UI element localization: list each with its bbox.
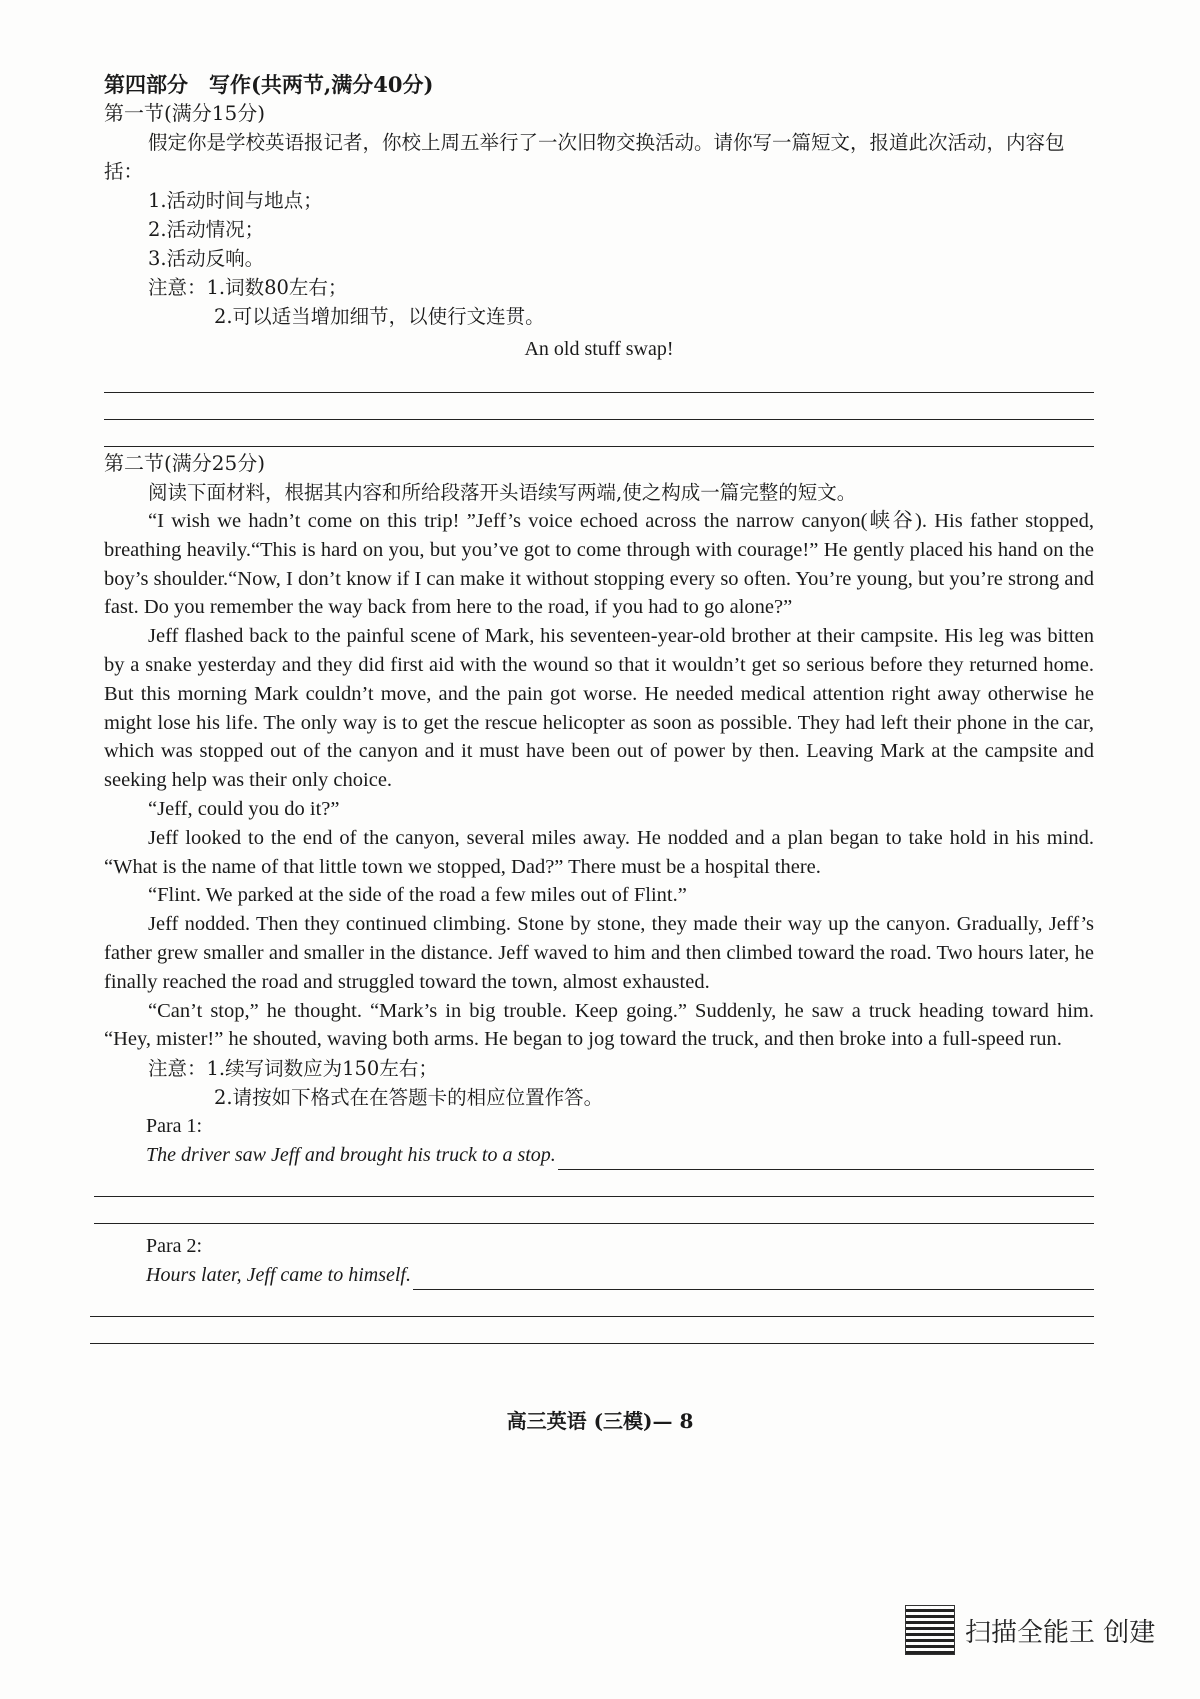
writing-line[interactable] bbox=[90, 1290, 1094, 1317]
para2-label: Para 2: bbox=[146, 1235, 203, 1258]
para1-label: Para 1: bbox=[146, 1115, 203, 1138]
reading-passage bbox=[104, 507, 1094, 1054]
section1-prompt: 假定你是学校英语报记者，你校上周五举行了一次旧物交换活动。请你写一篇短文，报道此次活动，内容包括： bbox=[104, 131, 1065, 183]
section2-prompt: 阅读下面材料，根据其内容和所给段落开头语续写两端,使之构成一篇完整的短文。 bbox=[148, 481, 857, 504]
writing-line[interactable] bbox=[104, 393, 1094, 420]
part-title: 第四部分 写作(共两节,满分40分) bbox=[104, 72, 434, 97]
passage-paragraph: Jeff flashed back to the painful scene of Mark, his seventeen-year-old brother at their campsite. His leg was bitten by a snake yesterday and they did first aid with the wound so that it wouldn’t get so serious before they returned home. But this morning Mark couldn’t move, and the pain got worse. He needed medical attention right away otherwise he might lose his life. The only way is to get the rescue helicopter as soon as possible. They had left their phone in the car, which was stopped out of the canyon and it must have been out of power by then. Leaving Mark at the campsite and seeking help was their only choice. bbox=[104, 625, 1094, 792]
writing-line[interactable] bbox=[558, 1147, 1094, 1170]
para1-start-line bbox=[104, 1141, 1094, 1170]
section1-note2: 2.可以适当增加细节，以使行文连贯。 bbox=[214, 305, 545, 328]
passage-paragraph: “Jeff, could you do it?” bbox=[148, 797, 340, 820]
requirement-item: 2.活动情况； bbox=[148, 218, 265, 241]
writing-line[interactable] bbox=[90, 1317, 1094, 1344]
requirement-item: 3.活动反响。 bbox=[148, 247, 265, 270]
writing-line[interactable] bbox=[104, 370, 1094, 393]
writing-line[interactable] bbox=[413, 1267, 1094, 1290]
section1-note1: 注意：1.词数80左右； bbox=[148, 276, 348, 299]
passage-paragraph: “I wish we hadn’t come on this trip! ”Jeff’s voice echoed across the narrow canyon(峡谷). His father stopped, breathing heavily.“This is hard on you, but you’ve got to come through with courage!” He gently placed his hand on the boy’s shoulder.“Now, I don’t know if I can make it without stopping every so often. You’re young, but you’re strong and fast. Do you remember the way back from here to the road, if you had to go alone?” bbox=[104, 510, 1094, 619]
qr-code-icon bbox=[905, 1605, 955, 1655]
essay-title: An old stuff swap! bbox=[524, 338, 674, 360]
watermark-text: 扫描全能王 创建 bbox=[965, 1617, 1156, 1648]
page-content bbox=[104, 70, 1094, 1344]
writing-line[interactable] bbox=[94, 1197, 1094, 1224]
passage-paragraph: Jeff nodded. Then they continued climbing. Stone by stone, they made their way up the canyon. Gradually, Jeff’s father grew smaller and smaller in the distance. Jeff waved to him and then climbed toward the road. Two hours later, he finally reached the road and struggled toward the town, almost exhausted. bbox=[104, 913, 1094, 993]
section2-note2: 2.请按如下格式在在答题卡的相应位置作答。 bbox=[214, 1086, 604, 1110]
section2-title: 第二节(满分25分) bbox=[104, 451, 266, 475]
para2-start-line bbox=[104, 1261, 1094, 1290]
passage-paragraph: “Can’t stop,” he thought. “Mark’s in big trouble. Keep going.” Suddenly, he saw a truck heading toward him. “Hey, mister!” he shouted, waving both arms. He began to jog toward the truck, and then broke into a full-speed run. bbox=[104, 999, 1094, 1051]
section2-note1: 注意：1.续写词数应为150左右； bbox=[148, 1057, 438, 1081]
section1-title: 第一节(满分15分) bbox=[104, 101, 266, 125]
writing-line[interactable] bbox=[104, 420, 1094, 447]
writing-line[interactable] bbox=[94, 1170, 1094, 1197]
passage-paragraph: Jeff looked to the end of the canyon, several miles away. He nodded and a plan began to take hold in his mind. “What is the name of that little town we stopped, Dad?” There must be a hospital there. bbox=[104, 826, 1094, 878]
scanner-watermark bbox=[905, 1605, 1155, 1655]
para1-start: The driver saw Jeff and brought his truck to a stop. bbox=[146, 1144, 556, 1167]
requirement-item: 1.活动时间与地点； bbox=[148, 189, 323, 212]
passage-paragraph: “Flint. We parked at the side of the road a few miles out of Flint.” bbox=[148, 884, 687, 907]
para2-start: Hours later, Jeff came to himself. bbox=[146, 1264, 411, 1287]
page-footer: 高三英语 (三模)— 8 bbox=[506, 1409, 694, 1433]
